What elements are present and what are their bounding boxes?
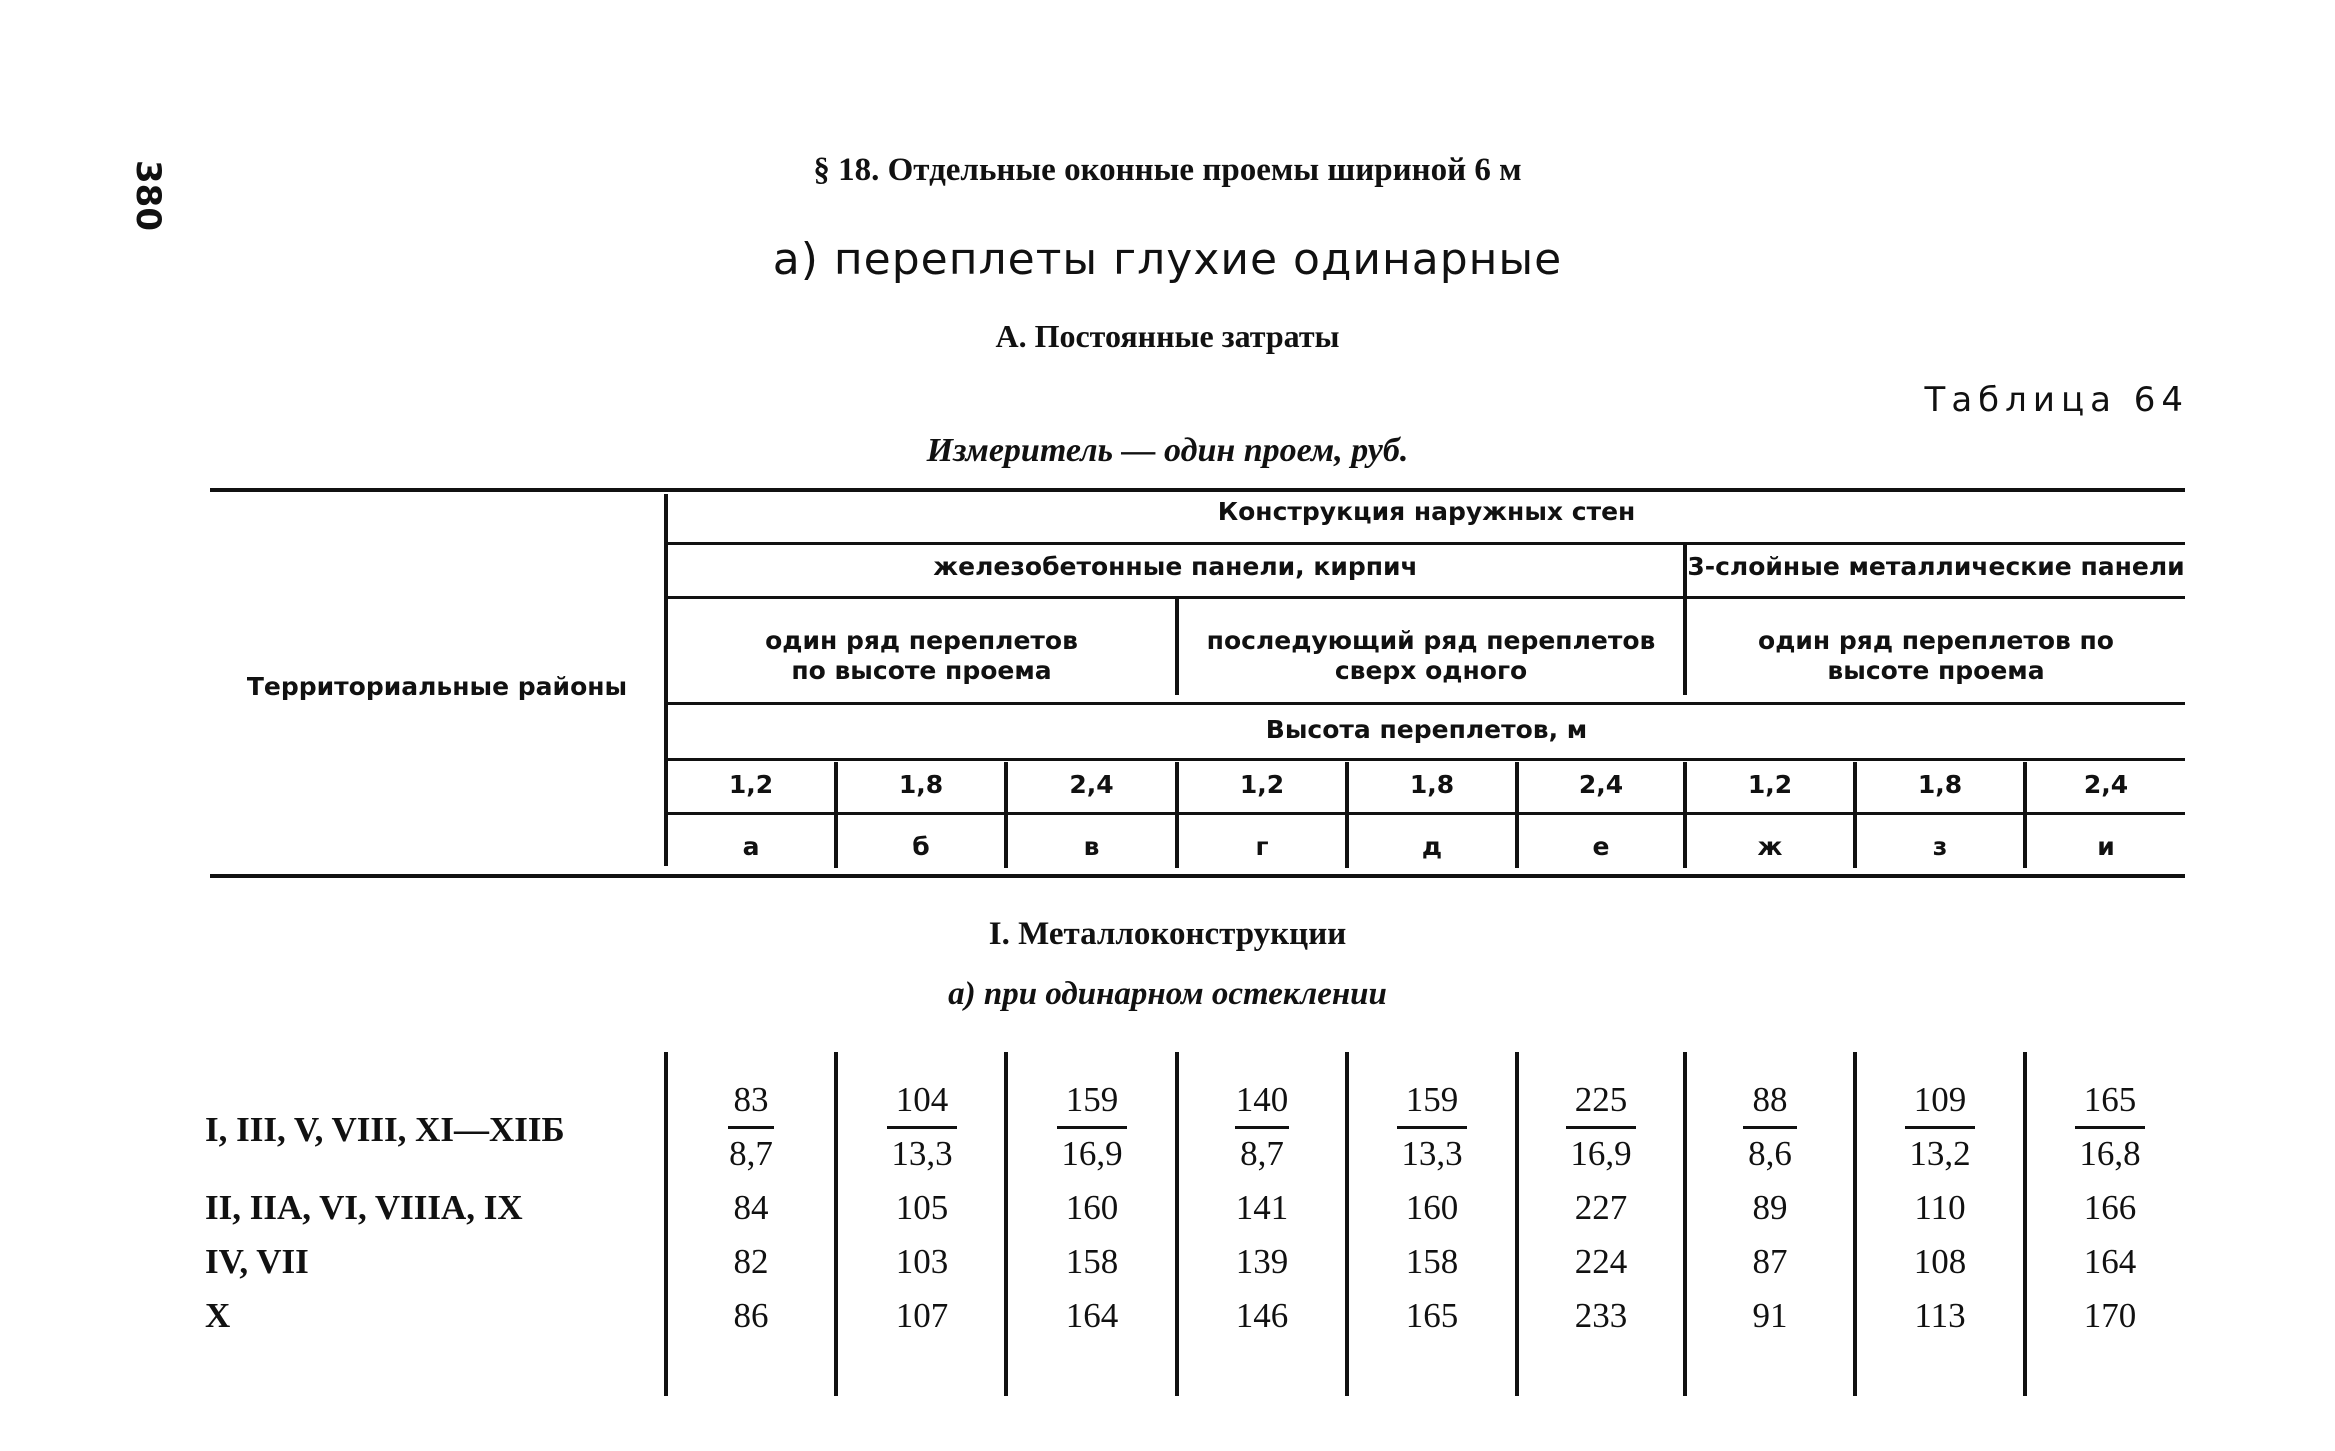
value-cell: 103 [895,1242,949,1281]
height-value: 1,8 [1409,770,1455,799]
height-value: 2,4 [2083,770,2129,799]
header-line: высоте проема [1827,656,2045,685]
height-value: 1,8 [898,770,944,799]
region-column-header: Территориальные районы [246,672,628,701]
value-cell: 164 [2083,1242,2137,1281]
fraction-bar [2075,1126,2145,1129]
table-header-bottom-rule [210,874,2185,878]
value-cell: 158 [1065,1242,1119,1281]
value-cell: 224 [1574,1242,1628,1281]
value-cell: 105 [895,1188,949,1227]
value-denominator: 13,3 [1401,1134,1463,1173]
region-label: IV, VII [205,1242,309,1281]
construction-header: Конструкция наружных стен [1217,497,1636,526]
value-cell: 84 [733,1188,769,1227]
fraction-bar [1057,1126,1127,1129]
column-letter: ж [1757,832,1783,861]
value-numerator: 104 [895,1080,949,1119]
value-numerator: 109 [1913,1080,1967,1119]
costs-heading: А. Постоянные затраты [995,318,1340,354]
header-rule [668,702,2185,705]
value-cell: 233 [1574,1296,1628,1335]
height-value: 2,4 [1069,770,1114,799]
value-cell: 87 [1752,1242,1788,1281]
height-value: 1,2 [728,770,774,799]
group-concrete-header: железобетонные панели, кирпич [933,552,1418,581]
value-numerator: 225 [1574,1080,1628,1119]
height-value: 2,4 [1578,770,1624,799]
fraction-bar [1397,1126,1467,1129]
header-line: сверх одного [1334,656,1528,685]
subsection-single-glazing: а) при одинарном остеклении [948,976,1387,1012]
value-cell: 227 [1574,1188,1628,1227]
value-cell: 170 [2083,1296,2137,1335]
value-denominator: 13,2 [1909,1134,1971,1173]
value-numerator: 159 [1405,1080,1459,1119]
height-header: Высота переплетов, м [1265,715,1588,744]
header-rule [668,812,2185,815]
column-letter: е [1592,832,1610,861]
value-cell: 86 [733,1296,769,1335]
subsection-title: а) переплеты глухие одинарные [772,234,1563,285]
value-cell: 141 [1235,1188,1289,1227]
header-rule [668,596,2185,599]
meter-caption: Измеритель — один проем, руб. [926,432,1409,469]
value-cell: 89 [1752,1188,1788,1227]
value-denominator: 16,9 [1061,1134,1123,1173]
value-cell: 158 [1405,1242,1459,1281]
header-line: один ряд переплетов по [1758,626,2114,655]
table-top-rule [210,488,2185,492]
table-label: Таблица 64 [1924,380,2189,420]
value-denominator: 8,6 [1748,1134,1792,1173]
value-cell: 107 [895,1296,949,1335]
subgroup-one-row-header [668,626,1175,686]
column-letter: д [1421,832,1443,861]
value-denominator: 8,7 [1240,1134,1284,1173]
group-metal-header: 3-слойные металлические панели [1687,552,2185,581]
page-number: 380 [128,160,168,231]
value-denominator: 13,3 [891,1134,953,1173]
fraction-bar [1905,1126,1975,1129]
value-denominator: 16,9 [1570,1134,1632,1173]
value-cell: 146 [1235,1296,1289,1335]
region-label: X [205,1296,231,1335]
value-denominator: 8,7 [729,1134,773,1173]
fraction-bar [1743,1126,1797,1129]
value-cell: 166 [2083,1188,2137,1227]
value-cell: 110 [1914,1188,1966,1227]
header-line: по высоте проема [791,656,1052,685]
region-label: I, III, V, VIII, XI—XIIБ [205,1110,565,1149]
column-letter: в [1083,832,1100,861]
height-value: 1,2 [1747,770,1793,799]
height-value: 1,8 [1917,770,1963,799]
value-numerator: 83 [733,1080,769,1119]
column-letter: а [742,832,760,861]
column-letter: б [912,832,930,861]
fraction-bar [1235,1126,1289,1129]
header-line: один ряд переплетов [765,626,1078,655]
value-cell: 113 [1914,1296,1966,1335]
value-numerator: 165 [2083,1080,2137,1119]
subgroup-metal-row-header [1687,626,2185,686]
fraction-bar [1566,1126,1636,1129]
value-numerator: 159 [1065,1080,1119,1119]
value-cell: 108 [1913,1242,1967,1281]
value-cell: 160 [1065,1188,1119,1227]
value-numerator: 88 [1752,1080,1788,1119]
value-cell: 165 [1405,1296,1459,1335]
column-letter: г [1255,832,1269,861]
subgroup-next-row-header [1179,626,1683,686]
header-line: последующий ряд переплетов [1206,626,1656,655]
section-metal-heading: I. Металлоконструкции [988,916,1347,952]
header-rule [668,542,2185,545]
value-numerator: 140 [1235,1080,1289,1119]
value-cell: 82 [733,1242,769,1281]
section-title: § 18. Отдельные оконные проемы шириной 6 м [813,152,1522,188]
column-letter: з [1932,832,1948,861]
value-denominator: 16,8 [2079,1134,2141,1173]
height-value: 1,2 [1239,770,1285,799]
fraction-bar [887,1126,957,1129]
region-label: II, IIA, VI, VIIIA, IX [205,1188,523,1227]
value-cell: 139 [1235,1242,1289,1281]
value-cell: 160 [1405,1188,1459,1227]
header-rule [668,758,2185,761]
value-cell: 91 [1752,1296,1788,1335]
value-cell: 164 [1065,1296,1119,1335]
column-letter: и [2097,832,2115,861]
fraction-bar [728,1126,774,1129]
